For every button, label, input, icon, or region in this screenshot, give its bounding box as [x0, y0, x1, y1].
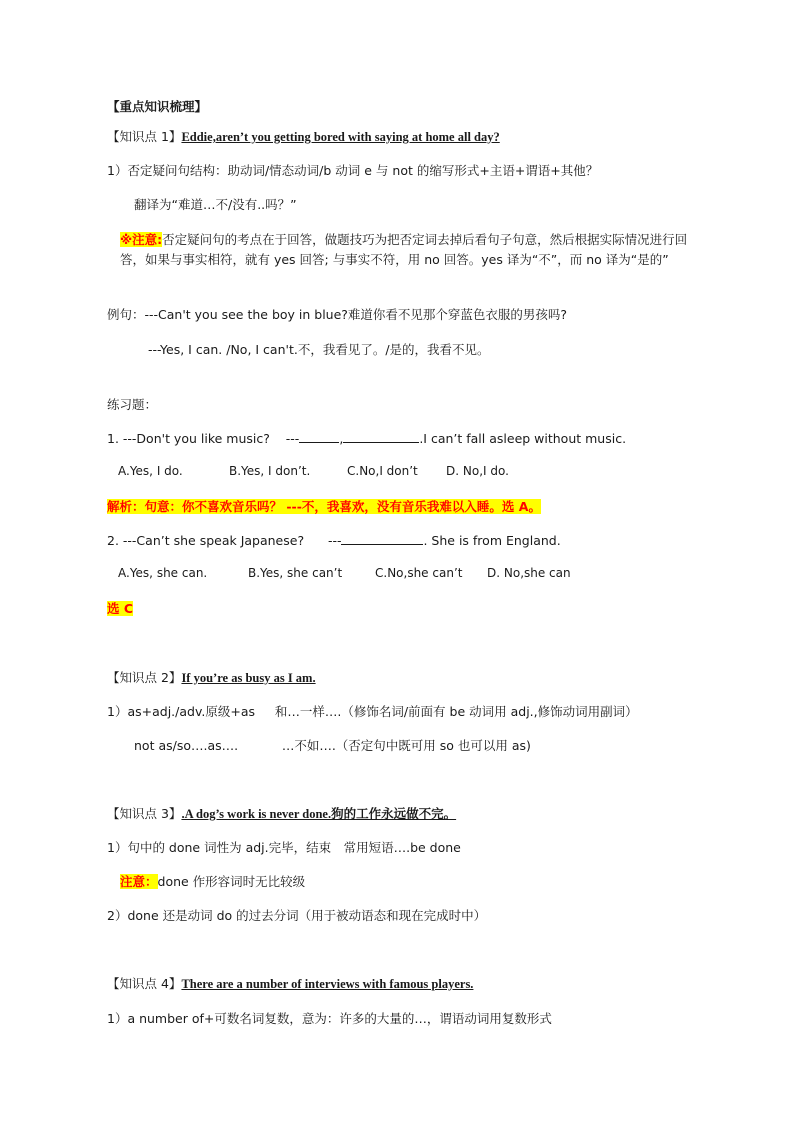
- q1-answer: 解析：句意：你不喜欢音乐吗？ ---不，我喜欢，没有音乐我难以入睡。选 A。: [107, 499, 541, 514]
- q1-option-b: B.Yes, I don’t.: [229, 464, 311, 478]
- kp1-translation: 翻译为“难道…不/没有..吗？”: [134, 197, 297, 212]
- q1-blank-1[interactable]: [299, 430, 339, 443]
- q2-option-d: D. No,she can: [487, 566, 571, 580]
- q2-prompt: 2. ---Can’t she speak Japanese?: [107, 533, 305, 548]
- kp2-line-1: 1）as+adj./adv.原级+as 和…一样….（修饰名词/前面有 be 动词用 adj.,修饰动词用副词）: [107, 704, 638, 719]
- kp2-line-2: not as/so….as…. …不如….（否定句中既可用 so 也可以用 as): [134, 738, 531, 753]
- kp1-note: [120, 230, 694, 270]
- kp3-note: [120, 873, 734, 890]
- q2-option-a: A.Yes, she can.: [118, 566, 208, 580]
- kp3-note-text: done 作形容词时无比较级: [157, 874, 306, 889]
- q1-option-d: D. No,I do.: [446, 464, 509, 478]
- kp4-title: There are a number of interviews with famous players.: [181, 977, 474, 991]
- q2-blank[interactable]: [341, 532, 423, 545]
- section-heading: 【重点知识梳理】: [107, 99, 208, 114]
- kp1-header: [107, 128, 734, 146]
- kp3-line-1: 1）句中的 done 词性为 adj.完毕，结束 常用短语….be done: [107, 840, 461, 855]
- q1-dash: ---: [285, 431, 300, 446]
- kp4-label: 【知识点 4】: [107, 976, 182, 991]
- q2-tail: . She is from England.: [423, 533, 561, 548]
- kp1-note-label: ※注意:: [120, 232, 163, 247]
- q1-blank-2[interactable]: [343, 430, 419, 443]
- q1-option-a: A.Yes, I do.: [118, 464, 183, 478]
- question-2: [107, 532, 734, 549]
- kp4-line-1: 1）a number of+可数名词复数，意为：许多的大量的…，谓语动词用复数形式: [107, 1011, 552, 1026]
- kp2-title: If you’re as busy as I am.: [181, 671, 316, 685]
- kp3-line-2: 2）done 还是动词 do 的过去分词（用于被动语态和现在完成时中）: [107, 908, 487, 923]
- q2-option-b: B.Yes, she can’t: [248, 566, 343, 580]
- q1-prompt: 1. ---Don't you like music?: [107, 431, 270, 446]
- q2-option-c: C.No,she can’t: [375, 566, 463, 580]
- kp4-header: [107, 975, 734, 993]
- q1-tail: .I can’t fall asleep without music.: [419, 431, 627, 446]
- kp1-example-2: ---Yes, I can. /No, I can't.不，我看见了。/是的，我看不见。: [148, 342, 490, 357]
- q1-comma: ,: [339, 431, 344, 446]
- kp1-rule: 1）否定疑问句结构：助动词/情态动词/b 动词 e 与 not 的缩写形式+主语+谓语+其他？: [107, 163, 599, 178]
- kp2-label: 【知识点 2】: [107, 670, 182, 685]
- kp1-title: Eddie,aren’t you getting bored with saying at home all day?: [181, 130, 500, 144]
- kp1-example-1: 例句：---Can't you see the boy in blue?难道你看不见那个穿蓝色衣服的男孩吗?: [107, 307, 568, 322]
- kp3-title: .A dog’s work is never done.狗的工作永远做不完。: [181, 807, 457, 821]
- kp3-label: 【知识点 3】: [107, 806, 182, 821]
- kp1-label: 【知识点 1】: [107, 129, 182, 144]
- kp3-note-label: 注意：: [120, 874, 158, 889]
- question-1: [107, 430, 734, 447]
- kp2-header: [107, 669, 734, 687]
- kp3-header: [107, 805, 734, 823]
- q1-option-c: C.No,I don’t: [347, 464, 418, 478]
- kp1-note-text: 否定疑问句的考点在于回答，做题技巧为把否定词去掉后看句子句意，然后根据实际情况进行回答，如果与事实相符，就有 yes 回答; 与事实不符，用 no 回答。yes 译为“不”，而 no 译为“是的”: [120, 232, 688, 267]
- q2-answer: 选 C: [107, 601, 134, 616]
- exercises-label: 练习题：: [107, 397, 158, 412]
- q2-dash: ---: [327, 533, 342, 548]
